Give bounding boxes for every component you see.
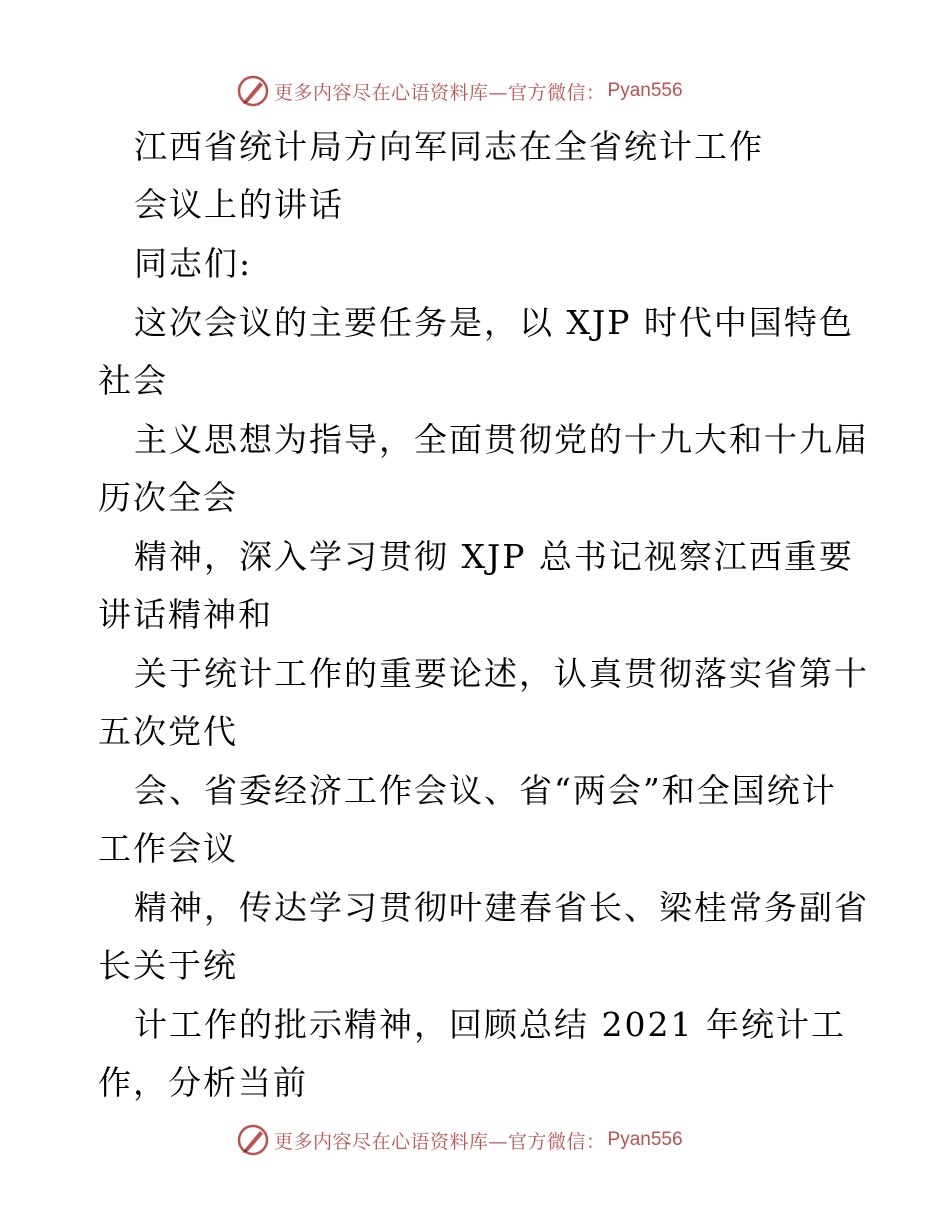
- footer-watermark: [236, 1122, 683, 1158]
- doc-title-line-2: 会议上的讲话: [134, 185, 344, 224]
- doc-line: 这次会议的主要任务是，以 XJP 时代中国特色: [134, 303, 854, 342]
- doc-line: 长关于统: [98, 946, 238, 985]
- header-watermark: [236, 73, 683, 109]
- doc-line: 讲话精神和: [98, 595, 273, 634]
- doc-line: 精神，深入学习贯彻 XJP 总书记视察江西重要: [134, 537, 854, 576]
- doc-salutation: 同志们:: [134, 244, 253, 283]
- watermark-wechat-id: Pyan556: [607, 80, 683, 101]
- doc-line: 关于统计工作的重要论述，认真贯彻落实省第十: [134, 654, 869, 693]
- watermark-wechat-id: Pyan556: [607, 1129, 683, 1150]
- watermark-text: 更多内容尽在心语资料库—官方微信：: [274, 1130, 606, 1153]
- doc-line: 五次党代: [98, 712, 238, 751]
- quill-pen-logo-icon: [236, 74, 270, 108]
- doc-line: 历次全会: [98, 478, 238, 517]
- doc-title-line-1: 江西省统计局方向军同志在全省统计工作: [134, 127, 764, 166]
- doc-line: 工作会议: [98, 829, 238, 868]
- doc-line: 社会: [98, 361, 168, 400]
- quill-pen-logo-icon: [236, 1123, 270, 1157]
- watermark-text: 更多内容尽在心语资料库—官方微信：: [274, 81, 606, 104]
- doc-line: 作，分析当前: [98, 1063, 308, 1102]
- doc-line: 计工作的批示精神，回顾总结 2021 年统计工: [134, 1005, 846, 1044]
- doc-line: 主义思想为指导，全面贯彻党的十九大和十九届: [134, 420, 869, 459]
- doc-line: 会、省委经济工作会议、省“两会”和全国统计: [134, 771, 837, 810]
- doc-line: 精神，传达学习贯彻叶建春省长、梁桂常务副省: [134, 888, 869, 927]
